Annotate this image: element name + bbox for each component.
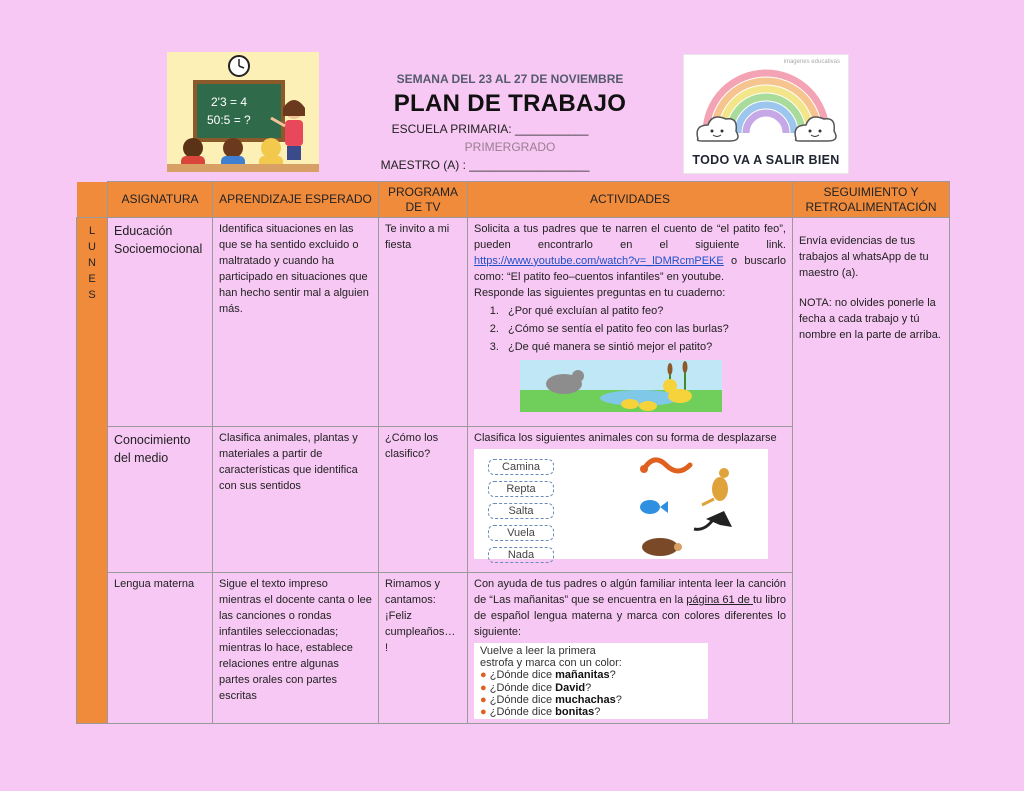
word-box: Salta xyxy=(488,503,554,519)
follow-up-note: NOTA: no olvides ponerle la fecha a cada trabajo y tú nombre en la parte de arriba. xyxy=(799,296,941,341)
youtube-link[interactable]: https://www.youtube.com/watch?v=_lDMRcmPEKE xyxy=(474,254,724,267)
song-card xyxy=(474,643,708,719)
header-subject: ASIGNATURA xyxy=(108,182,213,218)
logo-caption: imagenes educativas xyxy=(783,59,840,65)
svg-text:2'3 = 4: 2'3 = 4 xyxy=(211,95,247,109)
teacher-label: MAESTRO (A) : __________________ xyxy=(380,158,590,172)
follow-up-text: Envía evidencias de tus trabajos al whatsApp de tu maestro (a). xyxy=(799,235,929,279)
list-item: 2. ¿Cómo se sentía el patito feo con las burlas? xyxy=(502,322,786,338)
header-tv-line1: PROGRAMA xyxy=(387,184,458,199)
tv-program-cell: ¿Cómo los clasifico? xyxy=(379,427,468,573)
activity-intro: Solicita a tus padres que te narren el cuento de “el patito feo”, pueden encontrarlo en el siguiente link. xyxy=(474,223,786,251)
activity-part2: tu libro de español lengua materna y marca con colores diferentes lo siguiente: xyxy=(474,593,786,638)
word-box: Repta xyxy=(488,481,554,497)
activity-text: Clasifica los siguientes animales con su forma de desplazarse xyxy=(474,432,777,444)
list-item: 1. ¿Por qué excluían al patito feo? xyxy=(502,304,786,320)
table-row xyxy=(77,218,950,427)
activity-cell xyxy=(468,427,793,573)
card-item: ● ¿Dónde dice David? xyxy=(480,681,592,694)
list-item: 3. ¿De qué manera se sintió mejor el patito? xyxy=(502,340,786,356)
bullet-icon: ● xyxy=(480,681,487,694)
classroom-illustration-icon xyxy=(167,52,319,172)
header-learning: APRENDIZAJE ESPERADO xyxy=(213,182,379,218)
activity-link-after: o buscarlo como: “El patito feo–cuentos infantiles” en youtube. xyxy=(474,254,786,283)
header-corner xyxy=(77,182,108,218)
day-label-lunes xyxy=(77,218,108,724)
card-line: estrofa y marca con un color: xyxy=(480,657,622,670)
bullet-icon: ● xyxy=(480,694,487,706)
svg-text:50:5 = ?: 50:5 = ? xyxy=(207,113,251,127)
subject-cell xyxy=(108,427,213,573)
activity-cell xyxy=(468,573,793,724)
subject-line: del medio xyxy=(114,451,169,466)
rainbow-logo-text: TODO VA A SALIR BIEN xyxy=(692,153,840,167)
word-box: Camina xyxy=(488,459,554,475)
movement-word-list xyxy=(488,459,554,563)
classroom-logo xyxy=(167,52,319,172)
table-header-row xyxy=(77,182,950,218)
rainbow-logo xyxy=(683,54,849,174)
card-line: Vuelve a leer la primera xyxy=(480,644,596,657)
card-word: bonitas xyxy=(555,706,595,719)
bullet-icon: ● xyxy=(480,706,487,719)
learning-cell: Sigue el texto impreso mientras el docente canta o lee las canciones o rondas infantiles seleccionadas; mientras lo hace, establece relaciones entre algunas partes orales con partes escritas xyxy=(213,573,379,724)
card-prefix: ¿Dónde dice xyxy=(489,694,556,706)
header-tv-program xyxy=(379,182,468,218)
header-follow-line1: SEGUIMIENTO Y xyxy=(823,184,919,199)
follow-up-cell xyxy=(793,218,950,724)
card-prefix: ¿Dónde dice xyxy=(489,681,556,694)
day-letter: N xyxy=(88,256,96,269)
card-item: ● ¿Dónde dice muchachas? xyxy=(480,694,622,706)
header-activities: ACTIVIDADES xyxy=(468,182,793,218)
school-label: ESCUELA PRIMARIA: ___________ xyxy=(391,122,589,136)
subject-line: Conocimiento xyxy=(114,433,191,447)
tv-program-cell: Rimamos y cantamos: ¡Feliz cumpleaños… ! xyxy=(379,573,468,724)
activity-text xyxy=(474,222,786,286)
card-word: muchachas xyxy=(555,694,616,706)
learning-cell: Identifica situaciones en las que se ha sentido excluido o maltratado y cuando ha participado en situaciones que han hecho sentir mal a alguien más. xyxy=(213,218,379,427)
word-box: Nada xyxy=(488,547,554,563)
card-word: mañanitas xyxy=(555,669,610,682)
day-letter: L xyxy=(88,225,96,237)
word-box: Vuela xyxy=(488,525,554,541)
subject-line: Educación xyxy=(114,224,173,238)
activity-cell xyxy=(468,218,793,427)
question-list xyxy=(502,304,786,356)
header-tv-line2: DE TV xyxy=(405,199,441,214)
activity-text xyxy=(474,577,786,641)
subject-cell xyxy=(108,218,213,427)
activity-page-ref: página 61 de xyxy=(686,593,753,606)
plan-table xyxy=(76,181,950,724)
ugly-duckling-image-icon xyxy=(520,360,722,412)
animals-illustration-icon xyxy=(624,449,768,559)
card-prefix: ¿Dónde dice xyxy=(489,669,556,682)
document-header xyxy=(340,72,680,172)
subject-line: Socioemocional xyxy=(114,242,203,257)
week-label: SEMANA DEL 23 AL 27 DE NOVIEMBRE xyxy=(396,72,624,86)
day-letter: S xyxy=(88,288,96,301)
subject-cell: Lengua materna xyxy=(108,573,213,724)
header-follow-up xyxy=(793,182,950,218)
page-title: PLAN DE TRABAJO xyxy=(393,90,627,117)
grade-label: PRIMERGRADO xyxy=(464,140,556,154)
card-item: ● ¿Dónde dice bonitas? xyxy=(480,706,601,719)
activity-prompt: Responde las siguientes preguntas en tu cuaderno: xyxy=(474,286,726,299)
rainbow-icon xyxy=(684,55,848,147)
header-follow-line2: RETROALIMENTACIÓN xyxy=(805,199,937,214)
card-word: David xyxy=(555,681,586,694)
card-prefix: ¿Dónde dice xyxy=(489,706,556,719)
bullet-icon: ● xyxy=(480,669,487,682)
day-letter: E xyxy=(88,272,96,285)
animals-worksheet xyxy=(474,449,768,559)
day-letter: U xyxy=(88,240,96,253)
tv-program-cell: Te invito a mi fiesta xyxy=(379,218,468,427)
card-item: ● ¿Dónde dice mañanitas? xyxy=(480,669,616,682)
learning-cell: Clasifica animales, plantas y materiales a partir de características que identifica con sus sentidos xyxy=(213,427,379,573)
activity-part1: Con ayuda de tus padres o algún familiar intenta leer la canción de “Las mañanitas” que se encuentra en la xyxy=(474,578,786,606)
